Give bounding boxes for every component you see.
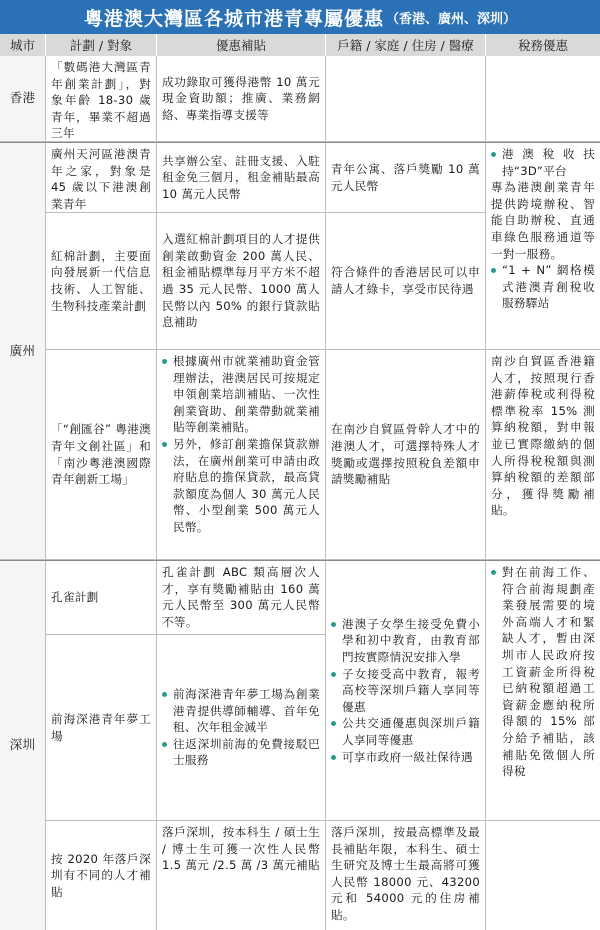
gz-plan-2-text: 紅棉計劃，主要面向發展新一代信息技術、人工智能、生物科技產業計劃 (51, 248, 151, 313)
gz-household-2-text: 符合條件的香港居民可以申請人才綠卡，享受市民待遇 (331, 265, 480, 296)
gz-household-1-text: 青年公寓、落戶獎勵 10 萬元人民幣 (331, 161, 480, 193)
gz-tax-top-list (491, 146, 595, 179)
gz-household-2 (326, 213, 486, 350)
gz-subsidy-3-list (162, 353, 320, 536)
gz-tax-top (486, 143, 600, 350)
gz-tax-3 (486, 350, 600, 560)
sz-household-mid (326, 561, 486, 821)
sz-tax-list (491, 564, 595, 780)
city-label: 香港 (9, 90, 36, 106)
sz-plan-1 (46, 561, 157, 635)
header-subsidy: 優惠補貼 (157, 34, 326, 56)
hk-plan: 「數碼港大灣區青年創業計劃」，對象年齡 18-30 歲青年，畢業不超過三年 (46, 56, 157, 142)
sz-tax-mid (486, 561, 600, 821)
gz-plan-3 (46, 350, 157, 560)
list-item: 前海深港青年夢工場為創業港青提供導師輔導、首年免租、次年租金減半 (162, 686, 320, 736)
gz-subsidy-2-text: 入選紅棉計劃項目的人才提供創業啟動資金 200 萬人民、租金補貼標準每月平方米不超過 35 元人民幣、1000 萬人民幣以內 50% 的銀行貸款貼息補助 (162, 232, 320, 330)
list-item: 公共交通優惠與深圳戶籍人享同等優惠 (331, 715, 480, 748)
page-title (0, 0, 600, 34)
list-item: 另外，修訂創業擔保貸款辦法，在廣州創業可申請由政府貼息的擔保貸款，最高貸款額度為個人 30 萬元人民幣、小型創業 500 萬元人民幣。 (162, 436, 320, 536)
sz-plan-2 (46, 635, 157, 821)
gz-plan-3-text: 「“創匯谷” 粵港澳青年文創社區」和「南沙粵港澳國際青年創新工場」 (51, 422, 151, 487)
header-household: 戶籍 / 家庭 / 住房 / 醫療 (326, 34, 486, 56)
sz-plan-1-text: 孔雀計劃 (51, 590, 99, 605)
gz-subsidy-1 (157, 143, 326, 213)
list-item: “1 + N” 網格模式港澳青創稅收服務驛站 (491, 262, 595, 312)
gz-household-3-text: 在南沙自貿區骨幹人才中的港澳人才，可選擇特殊人才獎勵或選擇按照稅負差額申請獎勵補貼 (331, 422, 480, 487)
list-item: 子女接受高中教育，報考高校等深圳戶籍人享同等優惠 (331, 666, 480, 716)
title-main: 粵港澳大灣區各城市港青專屬優惠 (83, 7, 384, 30)
gz-subsidy-3 (157, 350, 326, 560)
gz-plan-1: 廣州天河區港澳青年之家，對象是 45 歲以下港澳創業青年 (46, 143, 157, 213)
list-item: 港澳稅收扶持“3D”平台 (491, 146, 595, 179)
sz-household-list (331, 616, 480, 765)
gz-tax-top-list-2 (491, 262, 595, 312)
gz-household-3 (326, 350, 486, 560)
list-item: 往返深圳前海的免費接駁巴士服務 (162, 736, 320, 769)
city-hongkong (0, 56, 46, 142)
gz-tax-top-desc: 專為港澳創業青年提供跨境辦稅、智能自助辦稅、直通車綠色服務通道等一對一服務。 (491, 180, 595, 261)
sz-subsidy-3: 落戶深圳，按本科生 / 碩士生 / 博士生可獲一次性人民幣 1.5 萬元 /2.5 萬 /3 萬元補貼 (157, 821, 326, 930)
header-tax: 稅務優惠 (486, 34, 600, 56)
city-guangzhou (0, 143, 46, 560)
gz-tax-3-text: 南沙自貿區香港籍人才，按照現行香港薪俸稅或利得稅標準稅率 15% 測算納稅額，對申報並已實際繳納的個人所得稅稅額與測算納稅額的差額部分，獲得獎勵補貼。 (491, 354, 595, 518)
sz-household-3: 落戶深圳，按最高標準及最長補貼年限，本科生、碩士生研究及博士生最高將可獲人民幣 18000 元、43200 元和 54000 元的住房補貼。 (326, 821, 486, 930)
list-item: 對在前海工作、符合前海規劃產業發展需要的境外高端人才和緊缺人才，暫由深圳市人民政府按工資薪金所得稅已納稅額超過工資薪金應納稅所得額的 15% 部分給予補貼，該補貼免徵個人所得稅 (491, 564, 595, 780)
header-plan: 計劃 / 對象 (46, 34, 157, 56)
gz-household-1 (326, 143, 486, 213)
title-sub: （香港、廣州、深圳） (386, 11, 517, 27)
sz-tax-3 (486, 821, 600, 930)
hk-tax (486, 56, 600, 142)
list-item: 港澳子女學生接受免費小學和初中教育，由教育部門按實際情況安排入學 (331, 616, 480, 666)
gz-plan-2 (46, 213, 157, 350)
gz-subsidy-2 (157, 213, 326, 350)
sz-subsidy-2 (157, 635, 326, 821)
sz-plan-3-text: 按 2020 年落戶深圳有不同的人才補貼 (51, 851, 151, 899)
city-label: 深圳 (9, 737, 36, 753)
city-label: 廣州 (9, 342, 36, 358)
hk-household (326, 56, 486, 142)
city-shenzhen (0, 561, 46, 930)
hk-subsidy (157, 56, 326, 142)
gz-subsidy-1-text: 共享辦公室、註冊支援、入駐租金免三個月，租金補貼最高 10 萬元人民幣 (162, 153, 320, 201)
sz-subsidy-1: 孔雀計劃 ABC 類高層次人才，享有獎勵補貼由 160 萬元人民幣至 300 萬元人民幣不等。 (157, 561, 326, 635)
sz-plan-2-text: 前海深港青年夢工場 (51, 711, 151, 743)
header-city: 城市 (0, 34, 46, 56)
hk-subsidy-text: 成功錄取可獲得港幣 10 萬元現金資助額；推廣、業務網絡、專業指導支援等 (162, 74, 320, 122)
sz-subsidy-2-list (162, 686, 320, 769)
list-item: 可享市政府一級社保待遇 (331, 749, 480, 766)
sz-plan-3 (46, 821, 157, 930)
list-item: 根據廣州市就業補助資金管理辦法，港澳居民可按規定申領創業培訓補貼、一次性創業資助、創業帶動就業補貼等創業補貼。 (162, 353, 320, 436)
